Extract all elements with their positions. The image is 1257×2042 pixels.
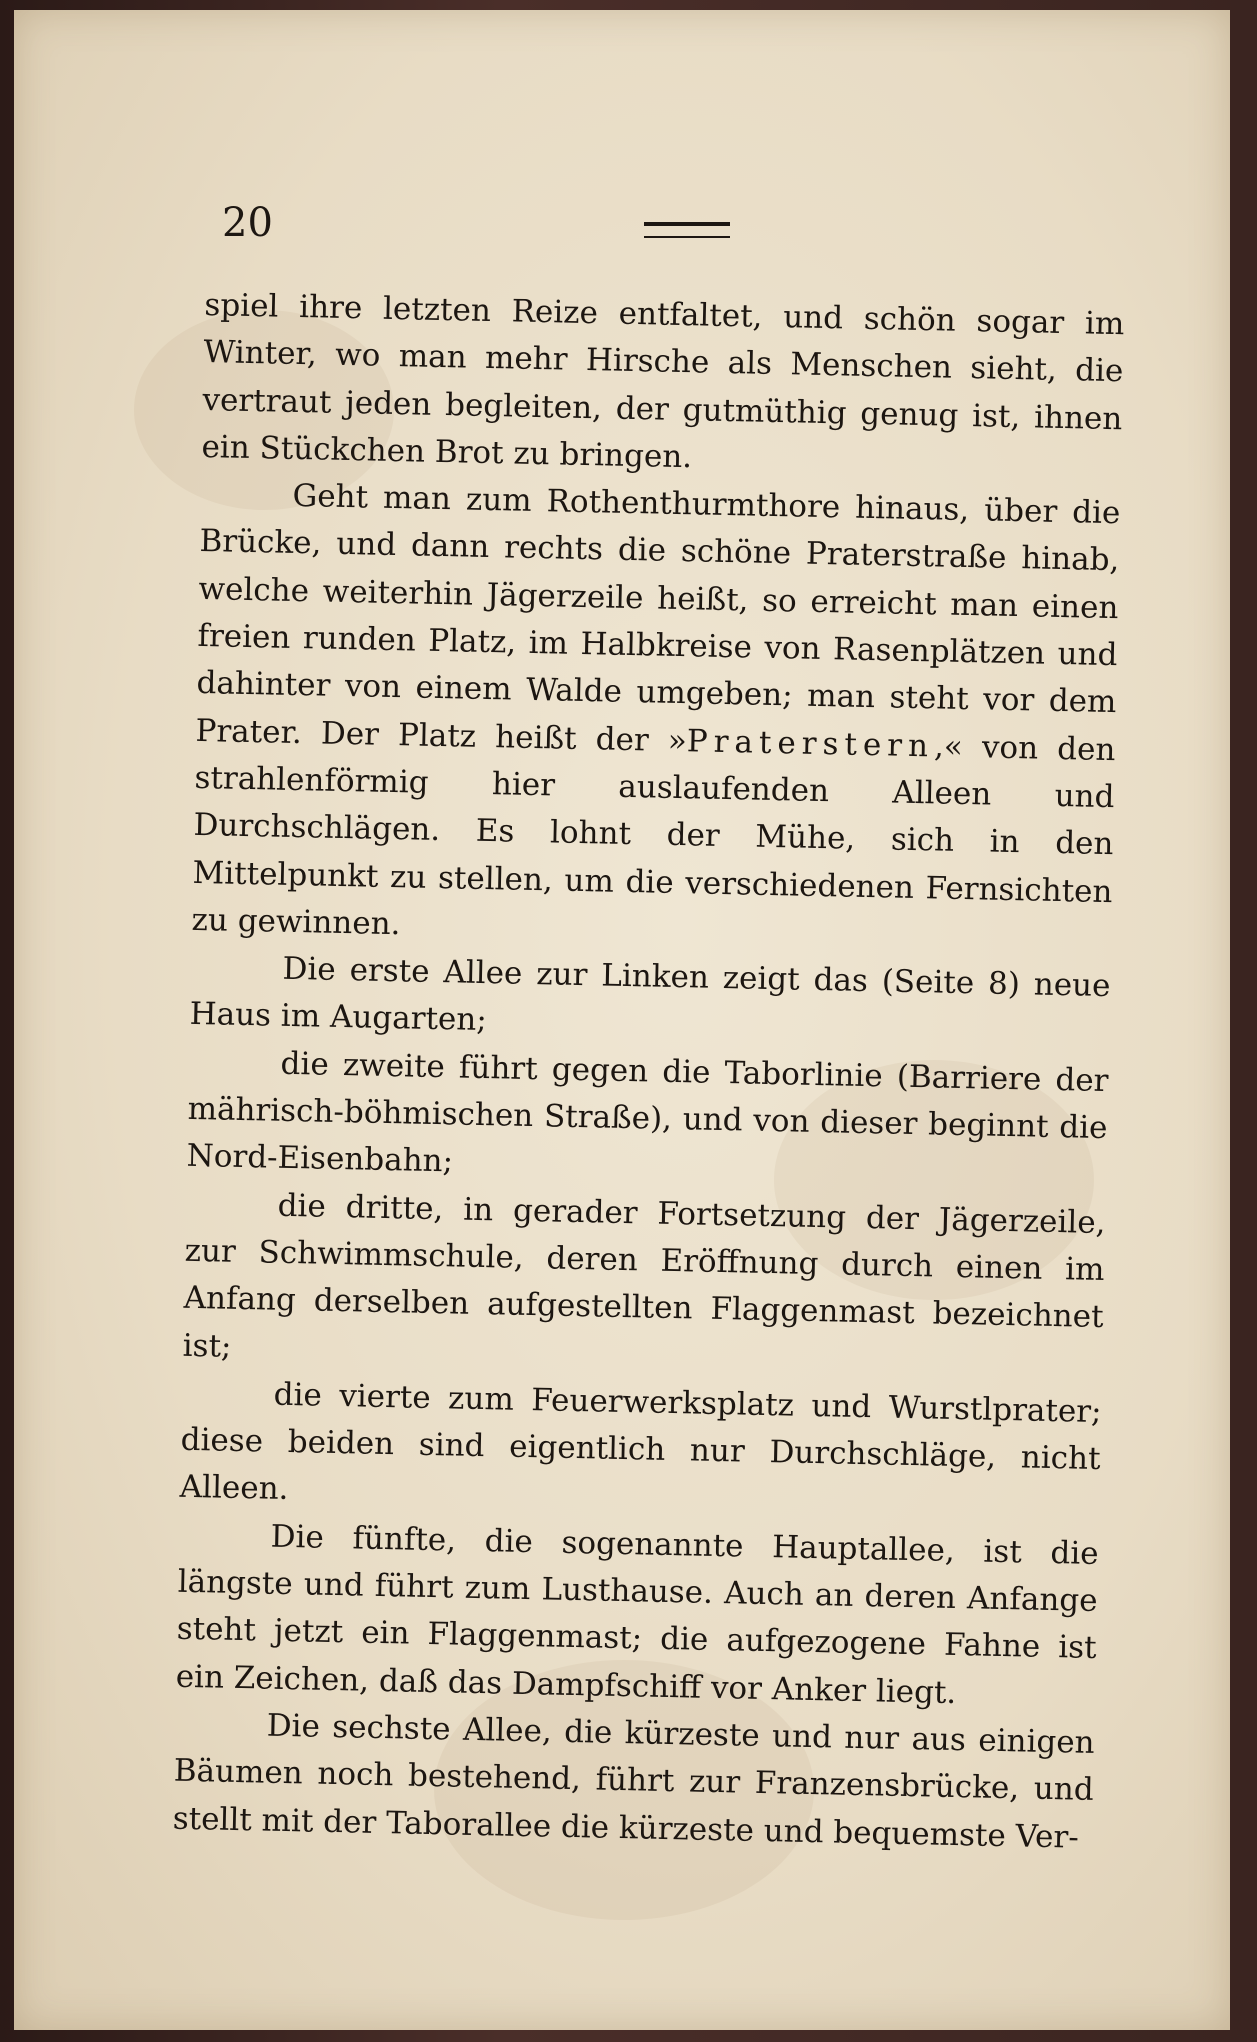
paragraph-allee-6	[172, 1701, 1095, 1862]
header-rule	[644, 222, 730, 238]
page-text	[172, 282, 1124, 1862]
paragraph-allee-4	[179, 1370, 1102, 1531]
page-header	[222, 200, 1082, 260]
text-run: die zweite führt gegen die Taborlinie (Barriere der mährisch-böhmischen Straße), und von dieser beginnt die Nord-Eisenbahn;	[186, 1045, 1109, 1180]
text-run: die vierte zum Feuerwerksplatz und Wurstlprater; diese beiden sind eigentlich nur Durchschläge, nicht Alleen.	[179, 1376, 1102, 1508]
text-run: die dritte, in gerader Fortsetzung der Jägerzeile, zur Schwimmschule, deren Eröffnung durch einen im Anfang derselben aufgestellten Flaggenmast bezeichnet ist;	[182, 1187, 1106, 1365]
page-number: 20	[222, 200, 273, 246]
text-run: Geht man zum Rothenthurmthore hinaus, über die Brücke, und dann rechts die schöne Praterstraße hinab, welche weiterhin Jägerzeile heißt, so erreicht man einen freien runden Platz, im Halbkreise von Rasenplätzen und dahinter von einem Walde umgeben; man steht vor dem Prater. Der Platz heißt der »	[195, 478, 1121, 759]
text-run: spiel ihre letzten Reize entfaltet, und schön sogar im Winter, wo man mehr Hirsche als Menschen sieht, die vertraut jeden begleiten, der gutmüthig genug ist, ihnen ein Stückchen Brot zu bringen.	[201, 286, 1125, 476]
text-run: Die fünfte, die sogenannte Hauptallee, ist die längste und führt zum Lusthause. Auch an deren Anfange steht jetzt ein Flaggenmast; die aufgezogene Fahne ist ein Zeichen, daß das Dampfschiff vor Anker liegt.	[175, 1518, 1099, 1711]
paragraph-allee-2	[186, 1039, 1109, 1200]
text-run: ,« von den strahlenförmig hier auslaufenden Alleen und Durchschlägen. Es lohnt der Mühe, sich in den Mittelpunkt zu stellen, um die verschiedenen Fernsichten zu gewinnen.	[191, 728, 1116, 943]
text-run: Die sechste Allee, die kürzeste und nur aus einigen Bäumen noch bestehend, führt zur Franzensbrücke, und stellt mit der Taborallee die kürzeste und bequemste Ver-	[172, 1707, 1095, 1856]
paragraph-allee-5	[175, 1511, 1099, 1719]
text-run: Die erste Allee zur Linken zeigt das (Seite 8) neue Haus im Augarten;	[189, 950, 1111, 1039]
paragraph-allee-3	[182, 1180, 1106, 1388]
paragraph-continuation	[201, 282, 1125, 490]
paragraph-prater-intro	[191, 471, 1121, 963]
spaced-term: Praterstern	[686, 722, 935, 765]
